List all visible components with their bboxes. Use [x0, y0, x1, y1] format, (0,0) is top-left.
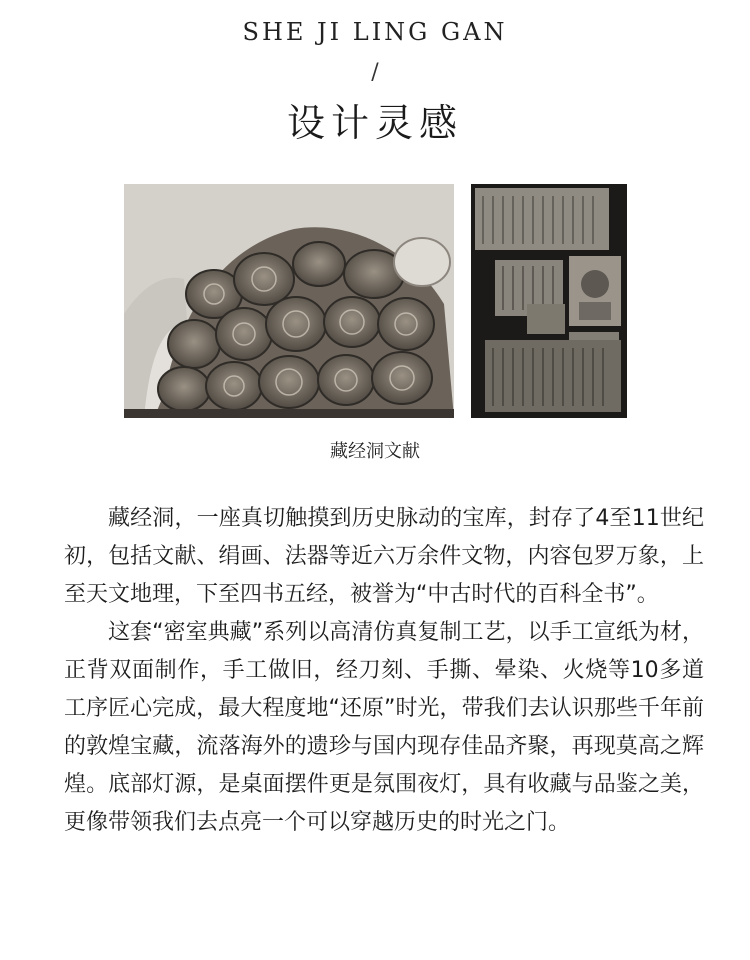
header-title-en: SHE JI LING GAN	[242, 18, 508, 46]
body-text	[64, 500, 704, 842]
paragraph: 这套“密室典藏”系列以高清仿真复制工艺，以手工宣纸为材，正背双面制作，手工做旧，经刀刻、手撕、晕染、火烧等10多道工序匠心完成，最大程度地“还原”时光，带我们去认识那些千年前的敦煌宝藏，流落海外的遗珍与国内现存佳品齐聚，再现莫高之辉煌。底部灯源，是桌面摆件更是氛围夜灯，具有收藏与品鉴之美，更像带领我们去点亮一个可以穿越历史的时光之门。	[64, 620, 704, 835]
header-title-cn: 设计灵感	[286, 101, 463, 145]
manuscript-fragments-photo	[471, 184, 627, 418]
scroll-bundles-photo	[124, 184, 454, 418]
paragraph: 藏经洞，一座真切触摸到历史脉动的宝库，封存了4至11世纪初，包括文献、绢画、法器等近六万余件文物，内容包罗万象，上至天文地理，下至四书五经，被誉为“中古时代的百科全书”。	[64, 506, 704, 607]
header-separator: /	[371, 60, 379, 85]
figure-caption: 藏经洞文献	[330, 441, 420, 462]
